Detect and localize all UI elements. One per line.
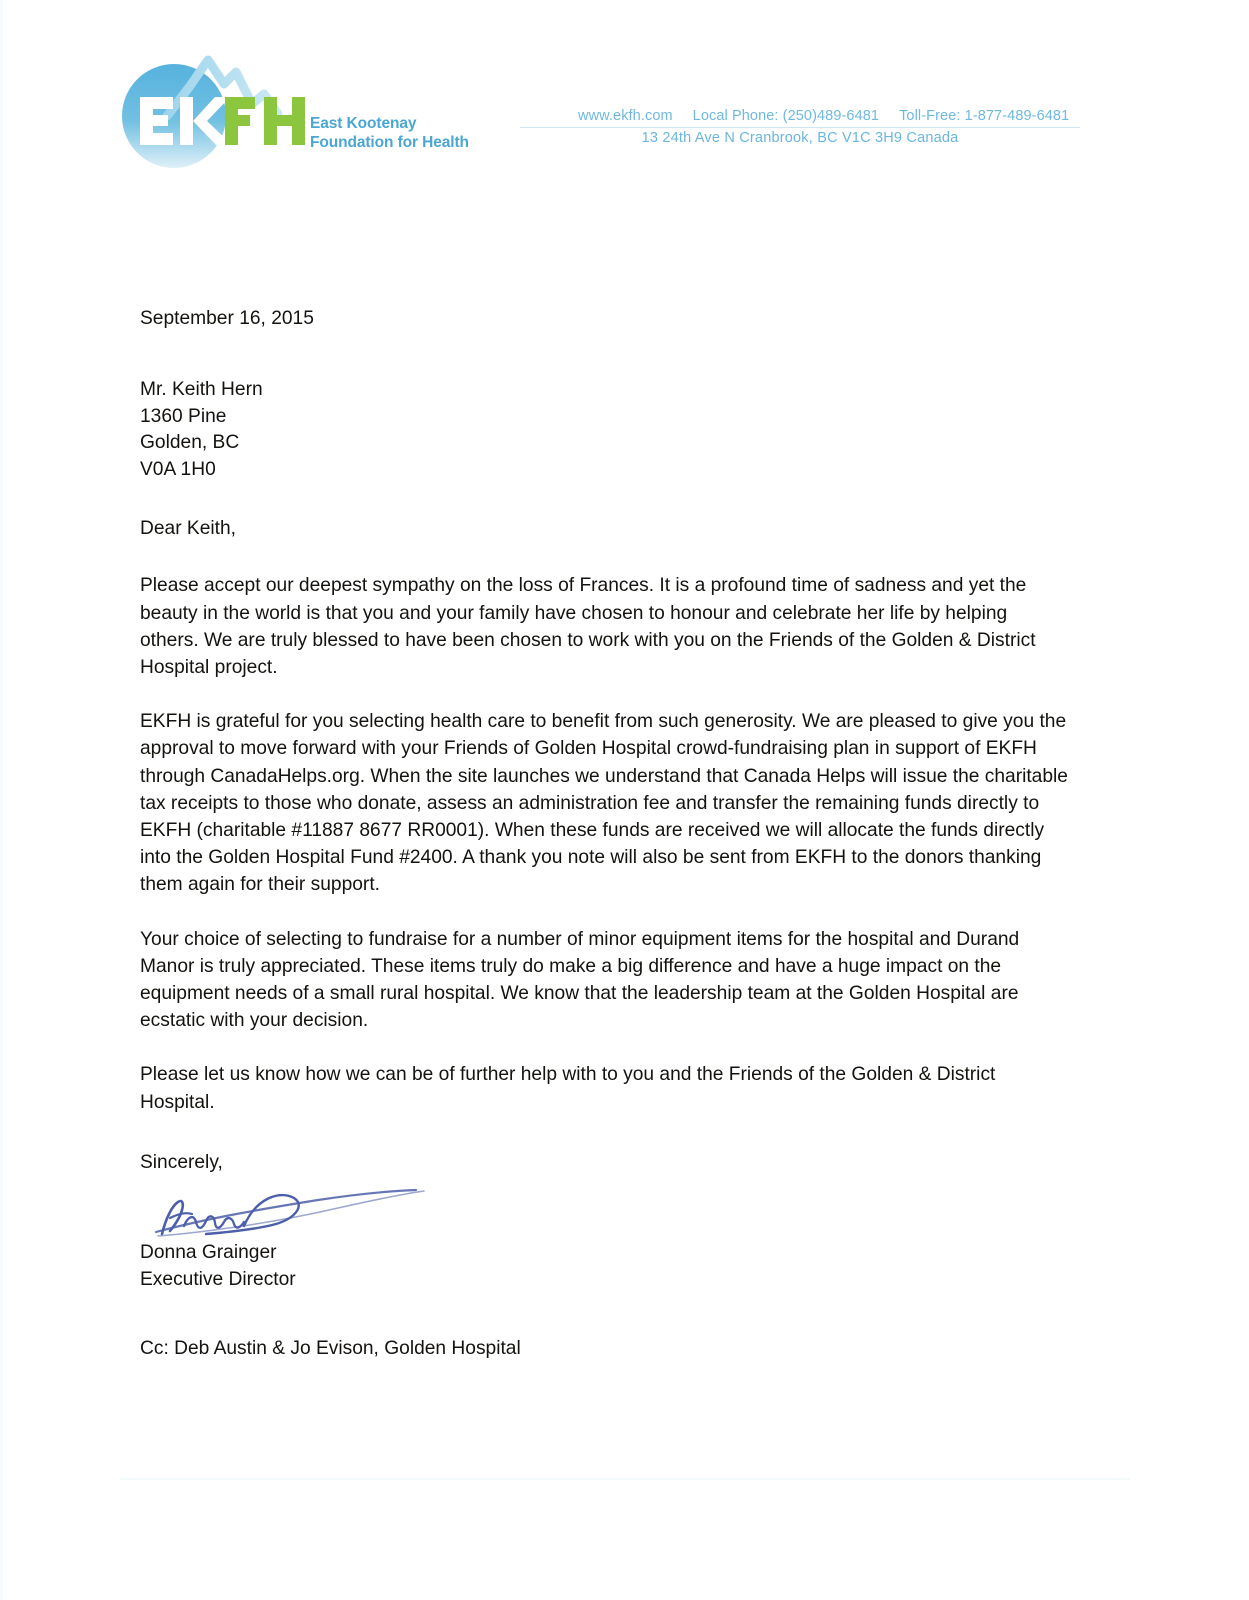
letter-body [140, 305, 1070, 1362]
body-paragraph-2: EKFH is grateful for you selecting health care to benefit from such generosity. We are pleased to give you the approval to move forward with your Friends of Golden Hospital crowd-fundraising plan in support of EKFH through CanadaHelps.org. When the site launches we understand that Canada Helps will issue the charitable tax receipts to those who donate, assess an administration fee and transfer the remaining funds directly to EKFH (charitable #11887 8677 RR0001). When these funds are received we will allocate the funds directly into the Golden Hospital Fund #2400. A thank you note will also be sent from EKFH to the donors thanking them again for their support. [140, 711, 1068, 896]
recipient-city: Golden, BC [140, 432, 240, 454]
cc-line: Cc: Deb Austin & Jo Evison, Golden Hospital [140, 1338, 521, 1360]
contact-line-primary [520, 108, 1080, 124]
local-phone-text: Local Phone: (250)489-6481 [692, 108, 880, 124]
body-paragraph-4: Please let us know how we can be of further help with to you and the Friends of the Golden & District Hospital. [140, 1064, 996, 1113]
signer-name: Donna Grainger [140, 1242, 277, 1264]
signer-title: Executive Director [140, 1268, 296, 1290]
street-address-text: 13 24th Ave N Cranbrook, BC V1C 3H9 Canada [641, 130, 959, 146]
ekfh-logo [112, 42, 492, 177]
salutation: Dear Keith, [140, 518, 236, 540]
scan-artifact-line [120, 1478, 1130, 1480]
scan-artifact-edge [0, 0, 3, 1600]
letterhead-divider [520, 127, 1080, 128]
contact-info [520, 108, 1080, 146]
signature [140, 1178, 440, 1240]
toll-free-text: Toll-Free: 1-877-489-6481 [899, 108, 1070, 124]
letter-date: September 16, 2015 [140, 308, 314, 329]
recipient-address [140, 377, 1070, 483]
body-paragraph-1: Please accept our deepest sympathy on the loss of Frances. It is a profound time of sadness and yet the beauty in the world is that you and your family have chosen to honour and celebrate her life by helping others. We are truly blessed to have been chosen to work with you on the Friends of the Golden & District Hospital project. [140, 575, 1036, 679]
website-text: www.ekfh.com [578, 108, 673, 124]
org-name-line2: Foundation for Health [310, 134, 469, 151]
ekfh-logo-icon [112, 42, 312, 172]
recipient-name: Mr. Keith Hern [140, 379, 263, 401]
closing-salutation: Sincerely, [140, 1151, 223, 1173]
letterhead [0, 0, 1249, 200]
organization-name [310, 114, 500, 152]
org-name-line1: East Kootenay [310, 115, 417, 132]
recipient-postal: V0A 1H0 [140, 458, 216, 480]
handwritten-signature-icon [148, 1174, 438, 1240]
body-paragraph-3: Your choice of selecting to fundraise for a number of minor equipment items for the hospital and Durand Manor is truly appreciated. These items truly do make a big difference and have a huge impact on the equipment needs of a small rural hospital. We know that the leadership team at the Golden Hospital are ecstatic with your decision. [140, 928, 1020, 1032]
recipient-street: 1360 Pine [140, 405, 227, 427]
